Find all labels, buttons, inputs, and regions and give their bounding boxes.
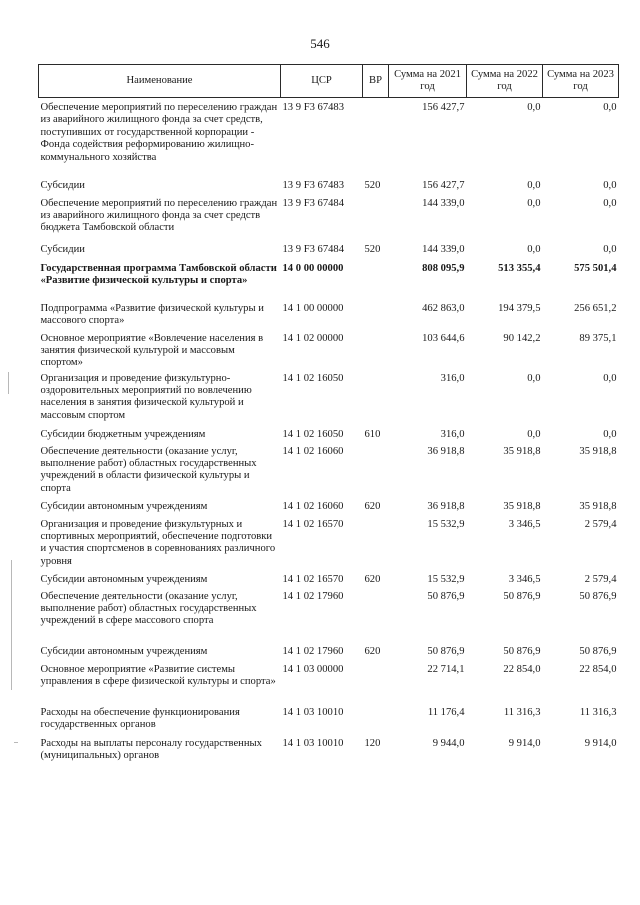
row-sum-2022: 90 142,2	[503, 332, 541, 344]
row-name: Организация и проведение физкультурных и спортивных мероприятий, обеспечение подготовки и участия спортсменов в соревнованиях различного уровня	[40, 518, 276, 567]
row-csr: 14 0 00 00000	[282, 262, 344, 274]
row-sum-2021: 50 876,9	[427, 645, 465, 657]
table-row	[39, 263, 619, 303]
row-name: Обеспечение деятельности (оказание услуг, выполнение работ) областных государственных учреждений в сфере массового спорта	[40, 590, 257, 627]
row-sum-2022: 35 918,8	[503, 445, 541, 457]
row-csr: 14 1 02 16060	[282, 445, 344, 457]
row-name: Основное мероприятие «Вовлечение населения в занятия физической культурой и массовым спортом»	[40, 332, 264, 369]
row-csr: 13 9 F3 67483	[282, 102, 345, 113]
row-sum-2021: 462 863,0	[422, 302, 465, 314]
row-csr: 14 1 02 16570	[282, 518, 344, 530]
row-csr: 14 1 02 17960	[282, 645, 344, 657]
row-sum-2022: 0,0	[527, 179, 541, 191]
row-name: Субсидии бюджетным учреждениям	[40, 428, 206, 440]
row-sum-2023: 575 501,4	[574, 262, 617, 274]
row-vr	[363, 198, 389, 244]
header-sum-2021: Сумма на 2021 год	[389, 65, 467, 98]
row-vr: 520	[364, 243, 381, 255]
table-row	[39, 664, 619, 707]
row-sum-2021: 36 918,8	[427, 500, 465, 512]
row-sum-2021: 15 532,9	[427, 518, 465, 530]
row-sum-2021: 103 644,6	[422, 332, 465, 344]
row-csr: 14 1 02 16570	[282, 573, 344, 585]
row-name: Субсидии автономным учреждениям	[40, 645, 208, 657]
table-row	[39, 180, 619, 198]
row-csr: 14 1 02 16050	[282, 372, 344, 384]
table-row	[39, 501, 619, 519]
row-sum-2023: 50 876,9	[579, 590, 617, 602]
row-sum-2022: 9 914,0	[508, 737, 541, 749]
table-row	[39, 519, 619, 574]
row-sum-2021: 144 339,0	[422, 197, 465, 209]
row-sum-2022: 22 854,0	[503, 663, 541, 675]
header-vr: ВР	[363, 65, 389, 98]
table-header-row	[39, 65, 619, 98]
row-name: Государственная программа Тамбовской области «Развитие физической культуры и спорта»	[40, 262, 277, 286]
table-row	[39, 429, 619, 446]
row-vr: 120	[364, 737, 381, 749]
row-sum-2022: 3 346,5	[508, 518, 541, 530]
row-name: Субсидии автономным учреждениям	[40, 500, 208, 512]
row-csr: 14 1 03 10010	[282, 706, 344, 718]
row-sum-2023: 35 918,8	[579, 445, 617, 457]
budget-table	[38, 64, 619, 770]
row-vr	[363, 333, 389, 373]
row-sum-2023: 0,0	[603, 243, 617, 255]
row-sum-2023: 0,0	[603, 179, 617, 191]
row-sum-2022: 0,0	[527, 197, 541, 209]
row-name: Субсидии	[40, 243, 85, 255]
row-vr	[363, 591, 389, 646]
row-sum-2023: 0,0	[603, 428, 617, 440]
row-sum-2021: 316,0	[440, 372, 465, 384]
table-row	[39, 333, 619, 373]
row-csr: 14 1 02 16060	[282, 500, 344, 512]
table-row	[39, 646, 619, 664]
row-csr: 14 1 02 00000	[282, 332, 344, 344]
row-sum-2021: 11 176,4	[427, 706, 465, 718]
row-vr: 620	[364, 573, 381, 585]
row-sum-2022: 513 355,4	[498, 262, 541, 274]
row-vr	[363, 519, 389, 574]
row-sum-2023: 256 651,2	[574, 302, 617, 314]
row-vr	[363, 263, 389, 303]
header-sum-2022: Сумма на 2022 год	[467, 65, 543, 98]
row-name: Субсидии	[40, 179, 85, 191]
table-row	[39, 707, 619, 738]
row-sum-2022: 0,0	[527, 372, 541, 384]
row-sum-2022: 11 316,3	[503, 706, 541, 718]
row-csr: 13 9 F3 67483	[282, 179, 345, 191]
scan-artifact	[14, 742, 18, 743]
row-vr	[363, 373, 389, 429]
page-number: 546	[310, 36, 330, 51]
row-sum-2023: 0,0	[603, 372, 617, 384]
scan-artifact	[8, 372, 9, 394]
table-row	[39, 738, 619, 770]
row-vr: 520	[364, 179, 381, 191]
row-vr	[363, 707, 389, 738]
row-vr	[363, 303, 389, 333]
row-name: Обеспечение мероприятий по переселению граждан из аварийного жилищного фонда за счет средств, поступивших от государственной корпорации - Фонда содействия реформированию жилищно-коммунального хозяйства	[40, 102, 278, 163]
row-name: Субсидии автономным учреждениям	[40, 573, 208, 585]
row-sum-2023: 22 854,0	[579, 663, 617, 675]
row-csr: 13 9 F3 67484	[282, 197, 345, 209]
row-sum-2021: 36 918,8	[427, 445, 465, 457]
row-vr: 610	[364, 428, 381, 440]
row-sum-2023: 11 316,3	[579, 706, 617, 718]
table-row	[39, 244, 619, 263]
table-body	[39, 98, 619, 770]
row-sum-2022: 50 876,9	[503, 590, 541, 602]
row-sum-2023: 89 375,1	[579, 332, 617, 344]
row-name: Расходы на выплаты персоналу государственных (муниципальных) органов	[40, 737, 262, 761]
row-sum-2021: 15 532,9	[427, 573, 465, 585]
row-sum-2021: 50 876,9	[427, 590, 465, 602]
row-sum-2021: 808 095,9	[422, 262, 465, 274]
row-sum-2022: 194 379,5	[498, 302, 541, 314]
row-sum-2021: 144 339,0	[422, 243, 465, 255]
row-name: Обеспечение мероприятий по переселению граждан из аварийного жилищного фонда за счет средств бюджета Тамбовской области	[40, 197, 278, 234]
row-sum-2022: 3 346,5	[508, 573, 541, 585]
row-vr: 620	[364, 645, 381, 657]
table-row	[39, 303, 619, 333]
row-name: Обеспечение деятельности (оказание услуг, выполнение работ) областных государственных учреждений в области физической культуры и спорта	[40, 445, 257, 494]
row-vr	[363, 446, 389, 501]
row-sum-2022: 0,0	[527, 102, 541, 113]
header-sum-2023: Сумма на 2023 год	[543, 65, 619, 98]
row-sum-2021: 9 944,0	[432, 737, 465, 749]
row-sum-2021: 316,0	[440, 428, 465, 440]
row-name: Основное мероприятие «Развитие системы управления в сфере физической культуры и спорта»	[40, 663, 276, 687]
row-vr	[363, 664, 389, 707]
row-sum-2023: 0,0	[603, 197, 617, 209]
row-csr: 14 1 03 10010	[282, 737, 344, 749]
row-name: Расходы на обеспечение функционирования государственных органов	[40, 706, 240, 730]
table-row	[39, 591, 619, 646]
row-name: Подпрограмма «Развитие физической культуры и массового спорта»	[40, 302, 264, 326]
row-csr: 14 1 02 17960	[282, 590, 344, 602]
row-sum-2023: 2 579,4	[584, 518, 617, 530]
scan-artifact	[11, 560, 12, 690]
table-row	[39, 446, 619, 501]
row-sum-2023: 2 579,4	[584, 573, 617, 585]
row-sum-2023: 0,0	[603, 102, 617, 113]
row-sum-2021: 156 427,7	[422, 179, 465, 191]
table-row	[39, 373, 619, 429]
table-row	[39, 574, 619, 591]
row-csr: 14 1 00 00000	[282, 302, 344, 314]
row-vr: 620	[364, 500, 381, 512]
row-sum-2023: 9 914,0	[584, 737, 617, 749]
row-sum-2023: 35 918,8	[579, 500, 617, 512]
row-sum-2022: 50 876,9	[503, 645, 541, 657]
header-csr: ЦСР	[281, 65, 363, 98]
row-csr: 14 1 02 16050	[282, 428, 344, 440]
row-name: Организация и проведение физкультурно-оздоровительных мероприятий по вовлечению населения в занятия физической культурой и массовым спортом	[40, 372, 252, 421]
row-sum-2023: 50 876,9	[579, 645, 617, 657]
row-sum-2021: 156 427,7	[422, 102, 465, 113]
row-csr: 13 9 F3 67484	[282, 243, 345, 255]
header-name: Наименование	[39, 65, 281, 98]
row-csr: 14 1 03 00000	[282, 663, 344, 675]
row-sum-2022: 0,0	[527, 243, 541, 255]
table-row	[39, 198, 619, 244]
row-sum-2022: 35 918,8	[503, 500, 541, 512]
row-vr	[363, 98, 389, 180]
row-sum-2021: 22 714,1	[427, 663, 465, 675]
row-sum-2022: 0,0	[527, 428, 541, 440]
table-row	[39, 98, 619, 180]
